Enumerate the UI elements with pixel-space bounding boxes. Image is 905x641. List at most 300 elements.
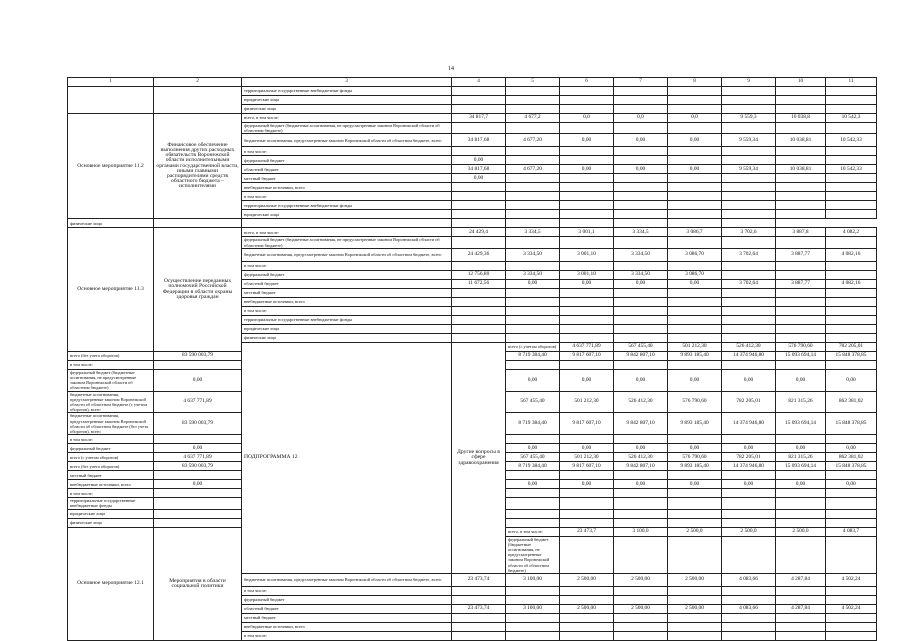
value-cell: 3 001,1 <box>560 228 614 237</box>
value-cell <box>722 333 776 342</box>
value-cell <box>560 489 614 498</box>
value-cell: 10 542,33 <box>826 134 877 147</box>
value-cell: 4 083,66 <box>722 574 776 587</box>
value-cell <box>668 105 722 114</box>
value-cell <box>722 498 776 509</box>
value-cell <box>560 435 614 444</box>
row-label: федеральный бюджет (бюджетные ассигнования, не предусмотренные законом Воронежской области об областном бюджете) <box>68 369 154 391</box>
value-cell: 15 848 378,85 <box>826 413 877 435</box>
value-cell <box>826 288 877 297</box>
value-cell: 34 817,7 <box>452 114 506 123</box>
value-cell <box>506 192 560 201</box>
value-cell: 3 887,8 <box>776 228 826 237</box>
value-cell <box>776 237 826 248</box>
value-cell: 24 429,36 <box>452 248 506 261</box>
value-cell: 0,00 <box>506 444 560 453</box>
value-cell: 2 500,00 <box>560 605 614 614</box>
value-cell <box>722 288 776 297</box>
value-cell <box>614 201 668 210</box>
value-cell <box>506 333 560 342</box>
value-cell <box>560 360 614 369</box>
value-cell <box>560 219 614 228</box>
value-cell: 567 455,40 <box>506 453 560 462</box>
value-cell <box>668 123 722 134</box>
value-cell <box>722 297 776 306</box>
value-cell <box>776 498 826 509</box>
row-label: внебюджетные источники, всего <box>242 297 452 306</box>
value-cell: 15 848 378,85 <box>826 351 877 360</box>
value-cell <box>560 614 614 623</box>
value-cell: 0,0 <box>560 114 614 123</box>
value-cell: 4 083,66 <box>722 605 776 614</box>
column-header: 5 <box>506 78 560 87</box>
value-cell <box>560 201 614 210</box>
value-cell: 0,00 <box>826 369 877 391</box>
row-label: внебюджетные источники, всего <box>242 183 452 192</box>
value-cell <box>668 489 722 498</box>
row-label: физические лица <box>68 518 154 527</box>
value-cell <box>614 297 668 306</box>
value-cell: 2 500,00 <box>668 574 722 587</box>
row-label: юридические лица <box>68 509 154 518</box>
measure-title: Основное мероприятие 11.2 <box>68 114 154 219</box>
value-cell: 862 381,02 <box>826 391 877 413</box>
value-cell <box>452 614 506 623</box>
measure-description: Финансовое обеспечение выполнения других расходных обязательств Воронежской области исполнительными органами государственной власти, иными главными распорядителями средств областного бюджета – исполнителями <box>154 114 242 219</box>
value-cell: 2 500,00 <box>614 605 668 614</box>
row-label: всего (с учетом оборотов) <box>68 453 154 462</box>
row-label: в том числе: <box>68 360 154 369</box>
value-cell: 0,00 <box>668 279 722 288</box>
value-cell <box>560 192 614 201</box>
value-cell <box>722 183 776 192</box>
value-cell: 0,00 <box>560 444 614 453</box>
value-cell <box>452 587 506 596</box>
value-cell <box>560 147 614 156</box>
value-cell: 34 817,68 <box>452 134 506 147</box>
value-cell: 4 677,20 <box>506 134 560 147</box>
value-cell <box>776 596 826 605</box>
value-cell: 10 038,8 <box>776 114 826 123</box>
value-cell <box>826 587 877 596</box>
value-cell: 4 677,20 <box>506 165 560 174</box>
value-cell <box>506 315 560 324</box>
value-cell <box>668 201 722 210</box>
value-cell <box>776 489 826 498</box>
row-label: местный бюджет <box>68 471 154 480</box>
row-label: всего (без учета оборотов) <box>68 462 154 471</box>
value-cell: 2 500,0 <box>722 527 776 536</box>
value-cell <box>722 201 776 210</box>
value-cell: 4 082,16 <box>826 248 877 261</box>
row-label: юридические лица <box>242 324 452 333</box>
value-cell: 782 205,01 <box>722 391 776 413</box>
value-cell <box>560 288 614 297</box>
value-cell: 3 334,50 <box>506 270 560 279</box>
value-cell: 10 038,81 <box>776 165 826 174</box>
value-cell <box>826 489 877 498</box>
value-cell: 526 412,30 <box>614 391 668 413</box>
row-label: областной бюджет <box>242 279 452 288</box>
value-cell <box>722 324 776 333</box>
value-cell <box>506 105 560 114</box>
row-label: юридические лица <box>242 210 452 219</box>
value-cell <box>722 156 776 165</box>
value-cell <box>668 147 722 156</box>
value-cell: 83 590 003,79 <box>154 351 242 360</box>
subprogram-description: Другие вопросы в сфере здравоохранения <box>452 342 506 573</box>
value-cell: 2 500,0 <box>668 527 722 536</box>
value-cell: 3 100,00 <box>506 605 560 614</box>
value-cell <box>776 306 826 315</box>
value-cell <box>776 324 826 333</box>
value-cell <box>506 324 560 333</box>
value-cell <box>506 288 560 297</box>
value-cell <box>614 210 668 219</box>
value-cell <box>452 237 506 248</box>
value-cell <box>560 324 614 333</box>
table-row <box>68 114 877 123</box>
value-cell <box>668 360 722 369</box>
value-cell: 3 887,77 <box>776 248 826 261</box>
value-cell <box>506 509 560 518</box>
value-cell <box>614 147 668 156</box>
value-cell: 3 334,50 <box>506 248 560 261</box>
value-cell: 0,00 <box>560 279 614 288</box>
value-cell: 0,00 <box>614 165 668 174</box>
value-cell: 0,00 <box>668 134 722 147</box>
value-cell <box>668 237 722 248</box>
value-cell <box>614 471 668 480</box>
value-cell: 0,00 <box>776 369 826 391</box>
value-cell <box>776 297 826 306</box>
value-cell <box>826 536 877 573</box>
value-cell <box>506 87 560 96</box>
value-cell <box>452 333 506 342</box>
value-cell <box>452 147 506 156</box>
row-label: местный бюджет <box>242 288 452 297</box>
row-label: в том числе: <box>242 306 452 315</box>
value-cell <box>154 435 242 444</box>
subprogram-cell: ПОДПРОГРАММА 12 <box>242 342 452 573</box>
value-cell <box>560 623 614 632</box>
value-cell: 0,00 <box>826 444 877 453</box>
value-cell <box>614 587 668 596</box>
value-cell <box>776 87 826 96</box>
value-cell <box>506 297 560 306</box>
value-cell <box>722 210 776 219</box>
value-cell <box>154 498 242 509</box>
row-label: в том числе: <box>242 587 452 596</box>
value-cell <box>614 360 668 369</box>
row-label: территориальные государственные внебюджетные фонды <box>242 87 452 96</box>
value-cell <box>560 306 614 315</box>
value-cell <box>668 498 722 509</box>
value-cell: 0,00 <box>614 279 668 288</box>
row-label: всего, в том числе: <box>242 114 452 123</box>
row-label: территориальные государственные внебюджетные фонды <box>242 201 452 210</box>
value-cell: 0,00 <box>452 156 506 165</box>
row-label: всего, в том числе: <box>242 228 452 237</box>
value-cell <box>452 632 506 641</box>
value-cell: 567 455,40 <box>506 391 560 413</box>
value-cell: 34 817,68 <box>452 165 506 174</box>
value-cell: 23 473,7 <box>560 527 614 536</box>
value-cell <box>826 623 877 632</box>
value-cell: 3 334,50 <box>614 270 668 279</box>
value-cell: 3 001,10 <box>560 270 614 279</box>
value-cell <box>722 623 776 632</box>
value-cell <box>452 297 506 306</box>
value-cell: 0,00 <box>668 444 722 453</box>
value-cell: 782 205,01 <box>826 342 877 351</box>
value-cell: 2 500,0 <box>776 527 826 536</box>
value-cell <box>614 518 668 527</box>
value-cell: 0,0 <box>614 114 668 123</box>
row-label: федеральный бюджет (бюджетные ассигнования, не предусмотренные законом Воронежской области об областном бюджете) <box>242 237 452 248</box>
value-cell <box>722 270 776 279</box>
value-cell: 3 334,5 <box>506 228 560 237</box>
value-cell <box>776 360 826 369</box>
value-cell <box>560 261 614 270</box>
value-cell <box>154 360 242 369</box>
value-cell <box>452 288 506 297</box>
row-label: в том числе: <box>242 261 452 270</box>
value-cell: 12 756,80 <box>452 270 506 279</box>
value-cell <box>722 596 776 605</box>
column-header: 9 <box>722 78 776 87</box>
row-label: бюджетные ассигнования, предусмотренные законом Воронежской области об областном бюджете (без учета оборотов), всего <box>68 413 154 435</box>
value-cell <box>826 261 877 270</box>
value-cell <box>506 632 560 641</box>
column-header: 8 <box>668 78 722 87</box>
value-cell: 3 100,00 <box>506 574 560 587</box>
value-cell <box>722 87 776 96</box>
value-cell <box>614 498 668 509</box>
value-cell <box>722 315 776 324</box>
value-cell: 576 790,60 <box>668 453 722 462</box>
value-cell <box>722 509 776 518</box>
row-label: юридические лица <box>242 96 452 105</box>
row-label: федеральный бюджет <box>68 444 154 453</box>
row-label: всего, в том числе: <box>506 527 560 536</box>
value-cell <box>776 192 826 201</box>
value-cell: 14 374 946,80 <box>722 351 776 360</box>
value-cell: 576 790,60 <box>668 391 722 413</box>
value-cell <box>560 509 614 518</box>
table-row <box>68 228 877 237</box>
value-cell <box>722 192 776 201</box>
value-cell <box>668 614 722 623</box>
value-cell <box>506 489 560 498</box>
value-cell <box>668 518 722 527</box>
row-label: бюджетные ассигнования, предусмотренные законом Воронежской области об областном бюджете (с учетом оборотов), всего <box>68 391 154 413</box>
value-cell <box>826 174 877 183</box>
value-cell: 3 001,10 <box>560 248 614 261</box>
value-cell: 9 893 185,40 <box>668 351 722 360</box>
measure-description: Мероприятия в области социальной политики <box>154 527 242 640</box>
value-cell <box>560 471 614 480</box>
value-cell <box>506 201 560 210</box>
value-cell <box>722 360 776 369</box>
value-cell: 0,00 <box>614 480 668 489</box>
value-cell: 4 083,7 <box>826 527 877 536</box>
value-cell <box>560 632 614 641</box>
value-cell: 3 100,0 <box>614 527 668 536</box>
value-cell <box>668 261 722 270</box>
row-label: областной бюджет <box>242 605 452 614</box>
value-cell: 0,00 <box>776 444 826 453</box>
value-cell: 15 093 694,14 <box>776 413 826 435</box>
column-header: 11 <box>826 78 877 87</box>
value-cell <box>614 596 668 605</box>
value-cell: 2 500,00 <box>560 574 614 587</box>
value-cell <box>506 123 560 134</box>
value-cell: 821 315,26 <box>776 391 826 413</box>
value-cell <box>826 333 877 342</box>
value-cell: 3 702,6 <box>722 228 776 237</box>
value-cell: 3 086,70 <box>668 270 722 279</box>
value-cell: 3 334,50 <box>614 248 668 261</box>
empty-cell <box>68 87 154 114</box>
value-cell: 4 637 771,89 <box>154 391 242 413</box>
value-cell <box>776 156 826 165</box>
value-cell <box>614 192 668 201</box>
row-label: территориальные государственные внебюджетные фонды <box>242 315 452 324</box>
value-cell <box>560 333 614 342</box>
value-cell: 3 887,77 <box>776 279 826 288</box>
value-cell: 24 429,4 <box>452 228 506 237</box>
value-cell: 14 374 946,80 <box>722 462 776 471</box>
value-cell <box>614 435 668 444</box>
row-label: физические лица <box>242 105 452 114</box>
value-cell <box>722 306 776 315</box>
value-cell <box>826 183 877 192</box>
value-cell: 4 502,24 <box>826 574 877 587</box>
value-cell: 4 502,24 <box>826 605 877 614</box>
value-cell: 9 842 807,10 <box>614 413 668 435</box>
row-label: физические лица <box>68 219 154 228</box>
value-cell <box>452 623 506 632</box>
value-cell <box>668 96 722 105</box>
budget-table <box>67 77 877 641</box>
value-cell <box>506 174 560 183</box>
row-label: местный бюджет <box>242 174 452 183</box>
value-cell <box>506 587 560 596</box>
value-cell: 0,00 <box>776 480 826 489</box>
value-cell <box>722 105 776 114</box>
header-row <box>68 78 877 87</box>
value-cell <box>776 174 826 183</box>
value-cell <box>560 87 614 96</box>
value-cell <box>668 623 722 632</box>
value-cell <box>826 156 877 165</box>
value-cell <box>506 614 560 623</box>
value-cell <box>614 183 668 192</box>
value-cell <box>776 587 826 596</box>
value-cell <box>826 201 877 210</box>
value-cell <box>506 518 560 527</box>
value-cell <box>506 471 560 480</box>
value-cell: 4 082,16 <box>826 279 877 288</box>
value-cell <box>614 288 668 297</box>
row-label: в том числе: <box>68 435 154 444</box>
value-cell: 11 672,56 <box>452 279 506 288</box>
value-cell <box>506 596 560 605</box>
value-cell <box>614 315 668 324</box>
value-cell: 0,00 <box>154 444 242 453</box>
value-cell <box>452 183 506 192</box>
row-label: в том числе: <box>242 147 452 156</box>
value-cell: 15 093 694,14 <box>776 351 826 360</box>
value-cell <box>452 596 506 605</box>
value-cell <box>560 237 614 248</box>
value-cell <box>506 147 560 156</box>
value-cell <box>614 306 668 315</box>
value-cell <box>826 509 877 518</box>
value-cell: 2 500,00 <box>668 605 722 614</box>
row-label: бюджетные ассигнования, предусмотренные законом Воронежской области об областном бюджете, всего <box>242 574 452 587</box>
value-cell: 83 590 003,79 <box>154 462 242 471</box>
value-cell: 8 719 384,40 <box>506 413 560 435</box>
value-cell <box>722 489 776 498</box>
value-cell <box>560 210 614 219</box>
value-cell: 0,00 <box>826 480 877 489</box>
value-cell <box>668 156 722 165</box>
value-cell: 0,00 <box>668 165 722 174</box>
value-cell <box>614 156 668 165</box>
value-cell <box>826 210 877 219</box>
value-cell <box>776 536 826 573</box>
measure-title: Основное мероприятие 11.3 <box>68 228 154 351</box>
value-cell: 526 412,30 <box>722 342 776 351</box>
value-cell: 9 893 185,40 <box>668 413 722 435</box>
value-cell <box>776 270 826 279</box>
value-cell <box>614 96 668 105</box>
value-cell <box>668 587 722 596</box>
value-cell: 3 086,7 <box>668 228 722 237</box>
value-cell: 9 893 185,40 <box>668 462 722 471</box>
value-cell <box>826 192 877 201</box>
value-cell: 3 702,64 <box>722 279 776 288</box>
value-cell <box>506 623 560 632</box>
value-cell <box>722 518 776 527</box>
value-cell <box>826 297 877 306</box>
value-cell: 4 287,84 <box>776 605 826 614</box>
value-cell <box>776 435 826 444</box>
value-cell <box>154 509 242 518</box>
value-cell: 0,00 <box>560 369 614 391</box>
value-cell <box>776 123 826 134</box>
value-cell <box>154 471 242 480</box>
value-cell: 9 817 607,10 <box>560 351 614 360</box>
value-cell <box>722 471 776 480</box>
row-label: в том числе: <box>242 192 452 201</box>
value-cell <box>722 536 776 573</box>
value-cell: 15 848 378,85 <box>826 462 877 471</box>
value-cell <box>722 587 776 596</box>
value-cell <box>242 219 452 228</box>
value-cell: 9 559,34 <box>722 165 776 174</box>
value-cell <box>560 156 614 165</box>
value-cell <box>826 498 877 509</box>
value-cell <box>826 324 877 333</box>
column-header: 10 <box>776 78 826 87</box>
value-cell <box>668 324 722 333</box>
value-cell <box>560 123 614 134</box>
value-cell: 9 559,34 <box>722 134 776 147</box>
row-label: федеральный бюджет (бюджетные ассигнования, не предусмотренные законом Воронежской области об областном бюджете) <box>242 123 452 134</box>
